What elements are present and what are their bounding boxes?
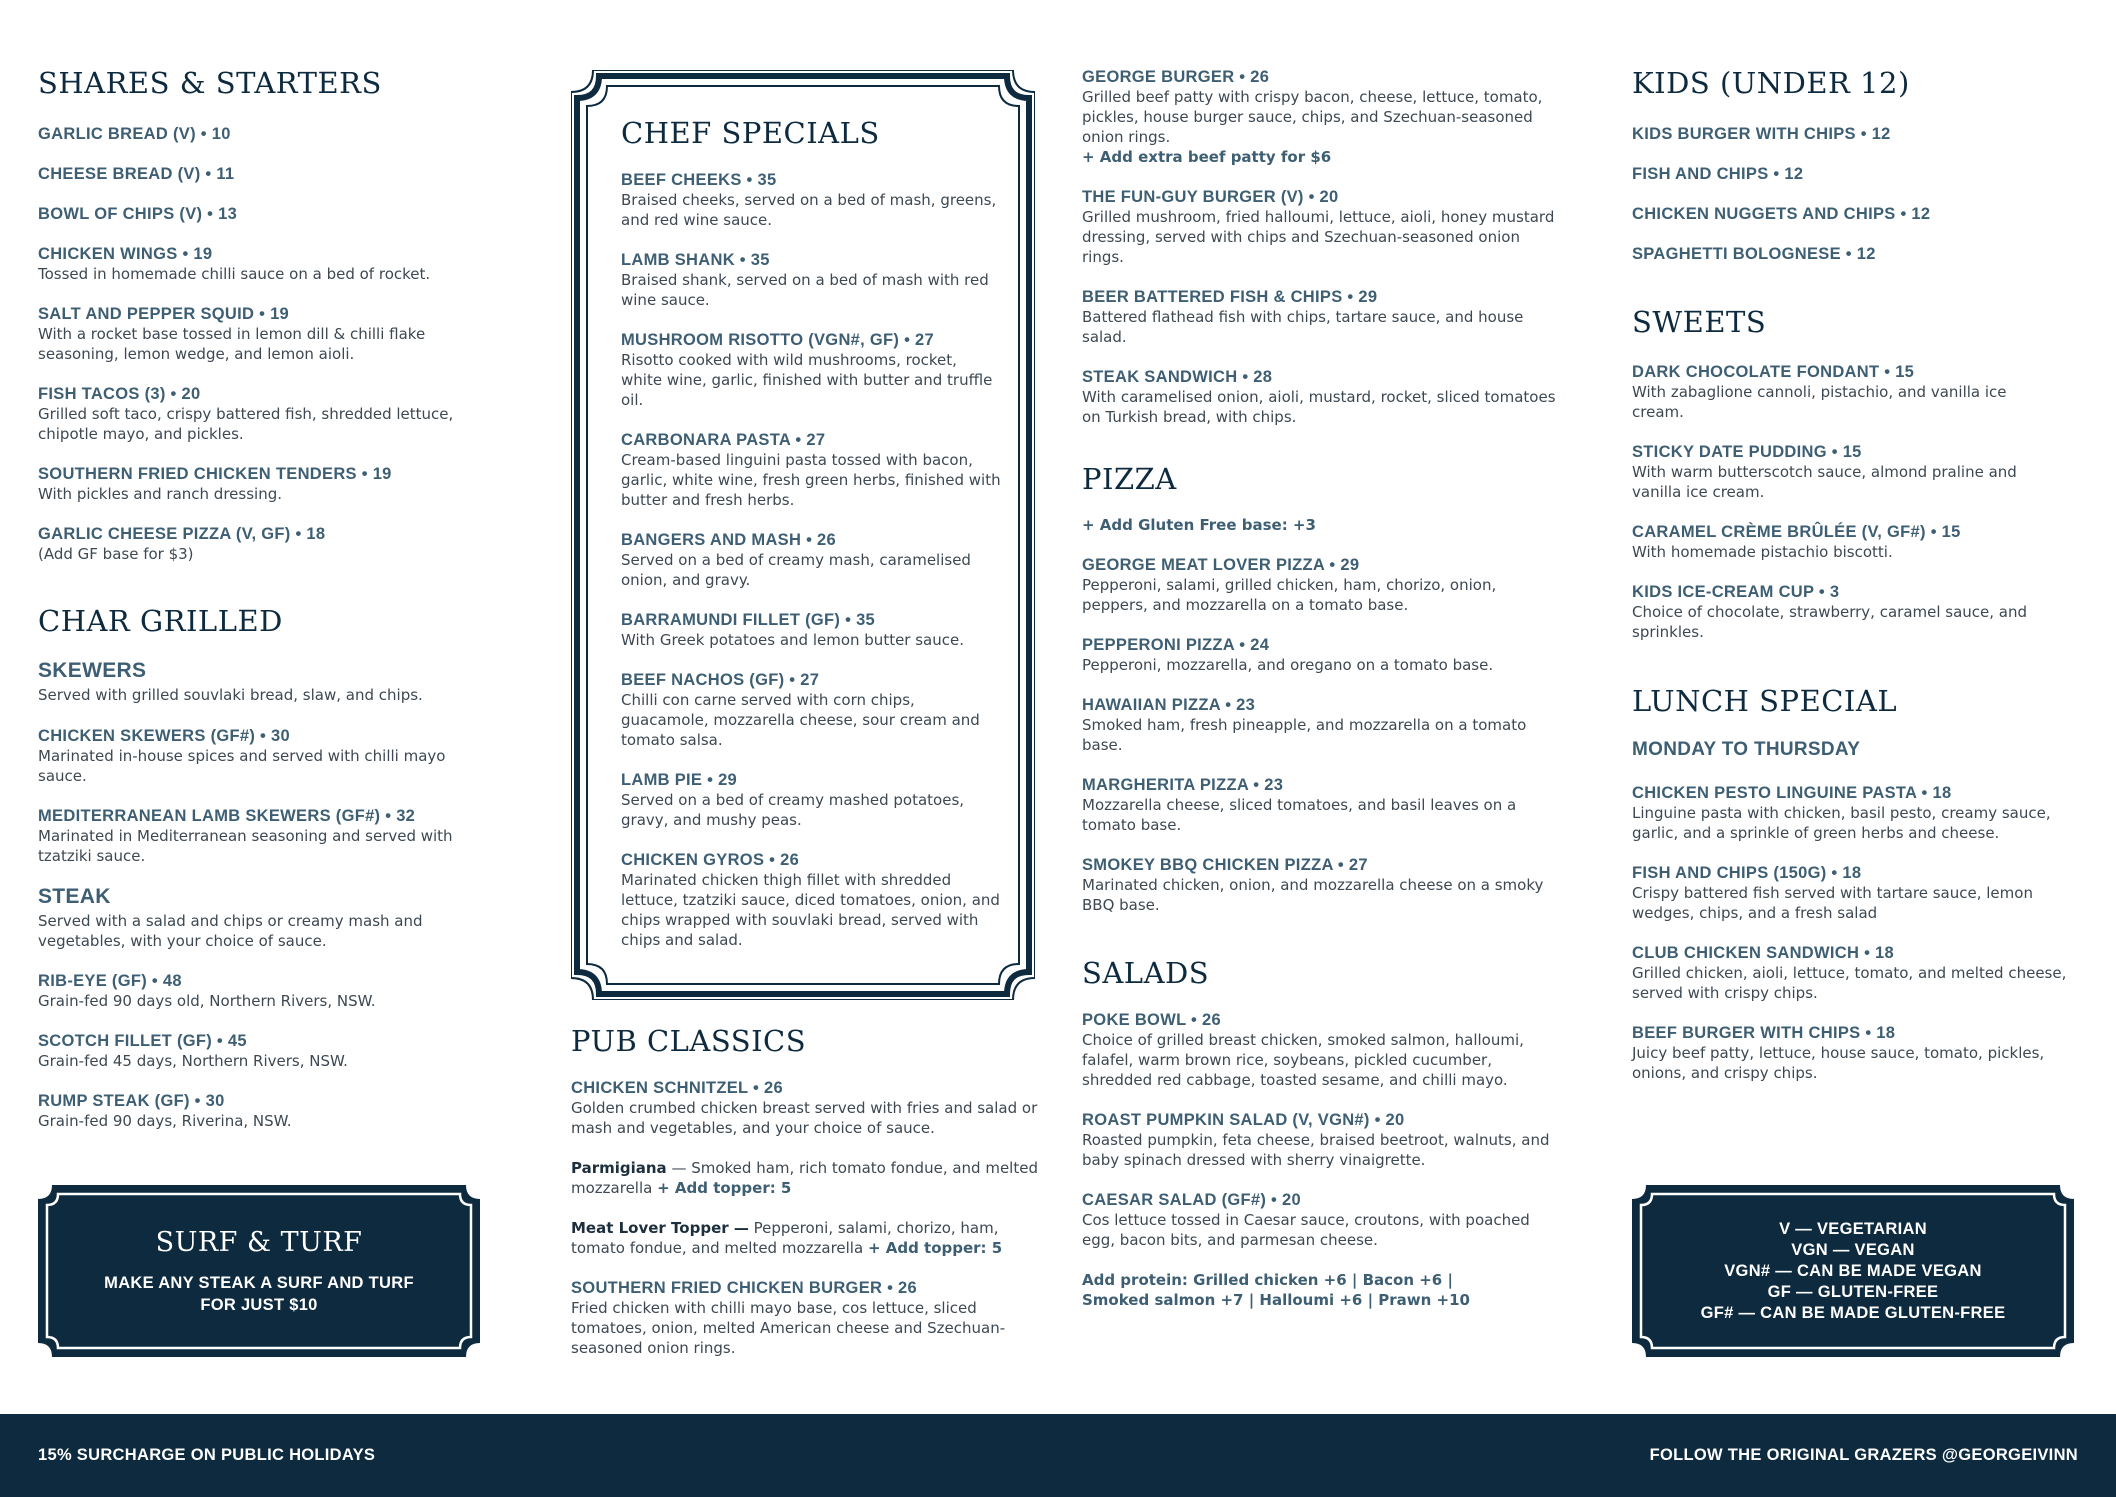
- item-title: RIB-EYE (GF) • 48: [38, 972, 182, 990]
- menu-item: [38, 304, 498, 364]
- item-title: CHICKEN NUGGETS AND CHIPS • 12: [1632, 205, 1931, 223]
- legend-line: VGN# — CAN BE MADE VEGAN: [1724, 1261, 1982, 1280]
- shares-list: [38, 124, 498, 584]
- item-title: SPAGHETTI BOLOGNESE • 12: [1632, 245, 1876, 263]
- item-title: STICKY DATE PUDDING • 15: [1632, 443, 1862, 461]
- menu-item: [1632, 244, 2082, 264]
- item-desc: Choice of chocolate, strawberry, caramel sauce, and sprinkles.: [1632, 603, 2028, 641]
- item-title: BEEF BURGER WITH CHIPS • 18: [1632, 1024, 1896, 1042]
- menu-item: [1082, 555, 1562, 615]
- item-title: SALT AND PEPPER SQUID • 19: [38, 305, 290, 323]
- item-desc: With homemade pistachio biscotti.: [1632, 543, 1893, 561]
- item-title: CHICKEN SCHNITZEL • 26: [571, 1079, 783, 1097]
- item-title: LAMB PIE • 29: [621, 771, 738, 789]
- meat-lover-option: [571, 1218, 1041, 1258]
- menu-item: [1632, 442, 2052, 502]
- menu-item: [38, 971, 498, 1011]
- item-desc: Battered flathead fish with chips, tartare sauce, and house salad.: [1082, 308, 1524, 346]
- lunch-list: [1632, 783, 2082, 1103]
- item-title: BOWL OF CHIPS (V) • 13: [38, 205, 238, 223]
- steak-desc: Served with a salad and chips or creamy mash and vegetables, with your choice of sauce.: [38, 912, 423, 950]
- menu-item: [621, 770, 1001, 830]
- item-title: CHICKEN PESTO LINGUINE PASTA • 18: [1632, 784, 1952, 802]
- item-desc: With zabaglione cannoli, pistachio, and vanilla ice cream.: [1632, 383, 2007, 421]
- item-desc: Grain-fed 45 days, Northern Rivers, NSW.: [38, 1052, 348, 1070]
- item-title: PEPPERONI PIZZA • 24: [1082, 636, 1270, 654]
- menu-item: [1082, 1110, 1552, 1170]
- legend-line: GF — GLUTEN-FREE: [1767, 1282, 1939, 1301]
- gluten-free-note: + Add Gluten Free base: +3: [1082, 516, 1316, 534]
- item-desc: Choice of grilled breast chicken, smoked salmon, halloumi, falafel, warm brown rice, soybeans, pickled cucumber, shredded red cabbage, toasted sesame, and chilli mayo.: [1082, 1031, 1524, 1089]
- item-title: GEORGE MEAT LOVER PIZZA • 29: [1082, 556, 1360, 574]
- meat-lover-addon: + Add topper: 5: [867, 1239, 1003, 1257]
- item-desc: Grain-fed 90 days, Riverina, NSW.: [38, 1112, 292, 1130]
- item-desc: Served on a bed of creamy mashed potatoes, gravy, and mushy peas.: [621, 791, 965, 829]
- steak-list: [38, 971, 498, 1151]
- menu-item: [1082, 695, 1562, 755]
- steak-heading: STEAK: [38, 885, 111, 908]
- item-title: KIDS BURGER WITH CHIPS • 12: [1632, 125, 1891, 143]
- menu-item: [38, 164, 498, 184]
- menu-item: [38, 524, 498, 564]
- item-title: CHEESE BREAD (V) • 11: [38, 165, 235, 183]
- menu-item: [1082, 775, 1562, 835]
- pub-classics-heading: PUB CLASSICS: [571, 1024, 807, 1058]
- chef-specials-heading: CHEF SPECIALS: [621, 116, 880, 150]
- legend-lines: [1632, 1185, 2074, 1357]
- parmigiana-desc: — Smoked ham, rich tomato fondue, and melted mozzarella: [571, 1159, 1038, 1197]
- parmigiana-addon: + Add topper: 5: [657, 1179, 792, 1197]
- parmigiana-option: [571, 1158, 1041, 1198]
- menu-item: [38, 1091, 498, 1131]
- item-desc: With a rocket base tossed in lemon dill & chilli flake seasoning, lemon wedge, and lemon aioli.: [38, 325, 426, 363]
- surcharge-notice: 15% SURCHARGE ON PUBLIC HOLIDAYS: [38, 1446, 376, 1464]
- item-desc: With Greek potatoes and lemon butter sauce.: [621, 631, 965, 649]
- item-desc: Linguine pasta with chicken, basil pesto, creamy sauce, garlic, and a sprinkle of green herbs and cheese.: [1632, 804, 2051, 842]
- item-title: FISH AND CHIPS • 12: [1632, 165, 1804, 183]
- item-title: CARBONARA PASTA • 27: [621, 431, 826, 449]
- item-desc: Mozzarella cheese, sliced tomatoes, and basil leaves on a tomato base.: [1082, 796, 1517, 834]
- item-title: CHICKEN GYROS • 26: [621, 851, 800, 869]
- item-desc: (Add GF base for $3): [38, 545, 194, 563]
- legend-line: GF# — CAN BE MADE GLUTEN-FREE: [1700, 1303, 2006, 1322]
- legend-line: V — VEGETARIAN: [1779, 1219, 1927, 1238]
- item-desc: Grain-fed 90 days old, Northern Rivers, NSW.: [38, 992, 376, 1010]
- item-title: MEDITERRANEAN LAMB SKEWERS (GF#) • 32: [38, 807, 416, 825]
- item-title: SMOKEY BBQ CHICKEN PIZZA • 27: [1082, 856, 1368, 874]
- menu-item: [621, 530, 1001, 590]
- shares-heading: SHARES & STARTERS: [38, 66, 382, 100]
- social-handle[interactable]: FOLLOW THE ORIGINAL GRAZERS @GEORGEIVINN: [1649, 1446, 2078, 1464]
- item-desc: Grilled beef patty with crispy bacon, cheese, lettuce, tomato, pickles, house burger sauce, chips, and Szechuan-seasoned onion rings.: [1082, 88, 1543, 146]
- menu-item: [38, 244, 498, 284]
- item-desc: Marinated chicken thigh fillet with shredded lettuce, tzatziki sauce, diced tomatoes, onion, and chips wrapped with souvlaki bread, served with chips and salad.: [621, 871, 1000, 949]
- item-title: MUSHROOM RISOTTO (VGN#, GF) • 27: [621, 331, 935, 349]
- item-desc: Pepperoni, salami, grilled chicken, ham, chorizo, onion, peppers, and mozzarella on a tomato base.: [1082, 576, 1497, 614]
- item-addon: + Add extra beef patty for $6: [1082, 148, 1332, 166]
- dietary-legend-panel: [1632, 1185, 2074, 1357]
- salads-heading: SALADS: [1082, 956, 1210, 990]
- item-desc: Marinated in Mediterranean seasoning and served with tzatziki sauce.: [38, 827, 453, 865]
- item-title: POKE BOWL • 26: [1082, 1011, 1221, 1029]
- menu-item: [621, 610, 1001, 650]
- chef-specials-list: [621, 170, 1001, 950]
- menu-item: [621, 170, 1001, 230]
- item-desc: Tossed in homemade chilli sauce on a bed of rocket.: [38, 265, 431, 283]
- item-title: BARRAMUNDI FILLET (GF) • 35: [621, 611, 876, 629]
- item-title: BEEF NACHOS (GF) • 27: [621, 671, 820, 689]
- meat-lover-desc: Pepperoni, salami, chorizo, ham, tomato fondue, and melted mozzarella: [571, 1219, 999, 1257]
- menu-item: [1632, 522, 2052, 562]
- item-desc: Marinated chicken, onion, and mozzarella cheese on a smoky BBQ base.: [1082, 876, 1544, 914]
- char-grilled-heading: CHAR GRILLED: [38, 604, 283, 638]
- meat-lover-label: Meat Lover Topper —: [571, 1219, 749, 1237]
- kids-list: [1632, 124, 2082, 284]
- item-title: CLUB CHICKEN SANDWICH • 18: [1632, 944, 1895, 962]
- item-title: GARLIC CHEESE PIZZA (V, GF) • 18: [38, 525, 326, 543]
- sweets-list: [1632, 362, 2052, 662]
- menu-item: [1082, 367, 1562, 427]
- protein-line-1: Add protein: Grilled chicken +6 | Bacon +6 |: [1082, 1271, 1453, 1289]
- item-title: LAMB SHANK • 35: [621, 251, 770, 269]
- item-desc: Grilled mushroom, fried halloumi, lettuce, aioli, honey mustard dressing, served with chips and Szechuan-seasoned onion rings.: [1082, 208, 1555, 266]
- item-title: SCOTCH FILLET (GF) • 45: [38, 1032, 247, 1050]
- item-title: CAESAR SALAD (GF#) • 20: [1082, 1191, 1301, 1209]
- salads-section: [1082, 1010, 1552, 1310]
- menu-item: [571, 1078, 1041, 1138]
- item-title: BANGERS AND MASH • 26: [621, 531, 836, 549]
- legend-line: VGN — VEGAN: [1791, 1240, 1915, 1259]
- menu-item: [1082, 67, 1562, 167]
- item-desc: Cream-based linguini pasta tossed with bacon, garlic, white wine, fresh green herbs, finished with butter and fresh herbs.: [621, 451, 1001, 509]
- item-desc: Braised shank, served on a bed of mash with red wine sauce.: [621, 271, 989, 309]
- salad-list: [1082, 1010, 1552, 1250]
- pizza-list: [1082, 555, 1562, 915]
- menu-item: [38, 726, 498, 786]
- item-title: SOUTHERN FRIED CHICKEN TENDERS • 19: [38, 465, 392, 483]
- menu-item: [1632, 783, 2082, 843]
- skewers-list: [38, 726, 498, 886]
- item-desc: Cos lettuce tossed in Caesar sauce, croutons, with poached egg, bacon bits, and parmesan cheese.: [1082, 1211, 1530, 1249]
- lunch-heading: LUNCH SPECIAL: [1632, 684, 1898, 718]
- item-desc: Grilled soft taco, crispy battered fish, shredded lettuce, chipotle mayo, and pickles.: [38, 405, 454, 443]
- item-title: GARLIC BREAD (V) • 10: [38, 125, 231, 143]
- surf-turf-heading: SURF & TURF: [155, 1226, 363, 1258]
- menu-item: [1082, 635, 1562, 675]
- surf-turf-line2: FOR JUST $10: [200, 1295, 318, 1314]
- burger-list: [1082, 67, 1562, 447]
- protein-line-2: Smoked salmon +7 | Halloumi +6 | Prawn +10: [1082, 1291, 1470, 1309]
- surf-turf-panel: [38, 1185, 480, 1357]
- item-desc: Golden crumbed chicken breast served with fries and salad or mash and vegetables, and your choice of sauce.: [571, 1099, 1038, 1137]
- menu-item: [38, 124, 498, 144]
- item-title: THE FUN-GUY BURGER (V) • 20: [1082, 188, 1339, 206]
- menu-item: [621, 670, 1001, 750]
- item-title: MARGHERITA PIZZA • 23: [1082, 776, 1284, 794]
- sweets-heading: SWEETS: [1632, 305, 1767, 339]
- item-title: SOUTHERN FRIED CHICKEN BURGER • 26: [571, 1279, 918, 1297]
- item-desc: Marinated in-house spices and served with chilli mayo sauce.: [38, 747, 446, 785]
- kids-heading: KIDS (UNDER 12): [1632, 66, 1910, 100]
- chef-specials-content: [621, 116, 1001, 970]
- menu-item: [1632, 1023, 2082, 1083]
- item-desc: Crispy battered fish served with tartare sauce, lemon wedges, chips, and a fresh salad: [1632, 884, 2033, 922]
- item-desc: Fried chicken with chilli mayo base, cos lettuce, sliced tomatoes, onion, melted American cheese and Szechuan-seasoned onion rings.: [571, 1299, 1006, 1357]
- footer-bar: [0, 1414, 2116, 1497]
- item-desc: Braised cheeks, served on a bed of mash, greens, and red wine sauce.: [621, 191, 997, 229]
- item-title: BEEF CHEEKS • 35: [621, 171, 777, 189]
- menu-item: [1632, 943, 2082, 1003]
- menu-item: [1082, 187, 1562, 267]
- item-desc: With caramelised onion, aioli, mustard, rocket, sliced tomatoes on Turkish bread, with chips.: [1082, 388, 1556, 426]
- item-desc: Served on a bed of creamy mash, caramelised onion, and gravy.: [621, 551, 971, 589]
- item-title: CARAMEL CRÈME BRÛLÉE (V, GF#) • 15: [1632, 523, 1961, 541]
- chef-specials-panel: [571, 70, 1035, 1000]
- item-desc: Chilli con carne served with corn chips, guacamole, mozzarella cheese, sour cream and tomato salsa.: [621, 691, 980, 749]
- pub-classics-list: [571, 1078, 1041, 1378]
- item-desc: Roasted pumpkin, feta cheese, braised beetroot, walnuts, and baby spinach dressed with sherry vinaigrette.: [1082, 1131, 1550, 1169]
- surf-turf-line1: MAKE ANY STEAK A SURF AND TURF: [104, 1273, 414, 1292]
- item-title: GEORGE BURGER • 26: [1082, 68, 1270, 86]
- menu-item: [38, 384, 498, 444]
- item-title: ROAST PUMPKIN SALAD (V, VGN#) • 20: [1082, 1111, 1405, 1129]
- item-title: DARK CHOCOLATE FONDANT • 15: [1632, 363, 1915, 381]
- skewers-heading: SKEWERS: [38, 659, 147, 682]
- menu-item: [621, 430, 1001, 510]
- pizza-heading: PIZZA: [1082, 462, 1177, 496]
- menu-item: [1632, 164, 2082, 184]
- menu-item: [38, 204, 498, 224]
- menu-item: [571, 1278, 1041, 1358]
- menu-item: [1632, 362, 2052, 422]
- menu-item: [38, 1031, 498, 1071]
- menu-item: [621, 330, 1001, 410]
- menu-item: [1082, 1010, 1552, 1090]
- menu-item: [1632, 124, 2082, 144]
- item-desc: With pickles and ranch dressing.: [38, 485, 282, 503]
- menu-item: [1632, 204, 2082, 224]
- menu-item: [1632, 863, 2082, 923]
- item-desc: Smoked ham, fresh pineapple, and mozzarella on a tomato base.: [1082, 716, 1527, 754]
- item-title: KIDS ICE-CREAM CUP • 3: [1632, 583, 1840, 601]
- lunch-subheading: MONDAY TO THURSDAY: [1632, 739, 1861, 760]
- skewers-desc: Served with grilled souvlaki bread, slaw, and chips.: [38, 686, 423, 704]
- menu-item: [1082, 287, 1562, 347]
- item-title: FISH AND CHIPS (150G) • 18: [1632, 864, 1862, 882]
- item-title: RUMP STEAK (GF) • 30: [38, 1092, 225, 1110]
- item-title: FISH TACOS (3) • 20: [38, 385, 201, 403]
- menu-item: [1082, 855, 1562, 915]
- menu-item: [1632, 582, 2052, 642]
- item-title: HAWAIIAN PIZZA • 23: [1082, 696, 1256, 714]
- menu-item: [1082, 1190, 1552, 1250]
- item-title: BEER BATTERED FISH & CHIPS • 29: [1082, 288, 1378, 306]
- item-desc: Juicy beef patty, lettuce, house sauce, tomato, pickles, onions, and crispy chips.: [1632, 1044, 2045, 1082]
- parmigiana-label: Parmigiana: [571, 1159, 667, 1177]
- item-title: STEAK SANDWICH • 28: [1082, 368, 1273, 386]
- pizza-section: [1082, 515, 1562, 935]
- item-desc: Pepperoni, mozzarella, and oregano on a tomato base.: [1082, 656, 1494, 674]
- item-title: CHICKEN SKEWERS (GF#) • 30: [38, 727, 290, 745]
- menu-item: [38, 806, 498, 866]
- menu-item: [621, 850, 1001, 950]
- item-title: CHICKEN WINGS • 19: [38, 245, 213, 263]
- item-desc: Grilled chicken, aioli, lettuce, tomato, and melted cheese, served with crispy chips.: [1632, 964, 2067, 1002]
- menu-item: [621, 250, 1001, 310]
- menu-item: [38, 464, 498, 504]
- item-desc: Risotto cooked with wild mushrooms, rocket, white wine, garlic, finished with butter and truffle oil.: [621, 351, 993, 409]
- item-desc: With warm butterscotch sauce, almond praline and vanilla ice cream.: [1632, 463, 2017, 501]
